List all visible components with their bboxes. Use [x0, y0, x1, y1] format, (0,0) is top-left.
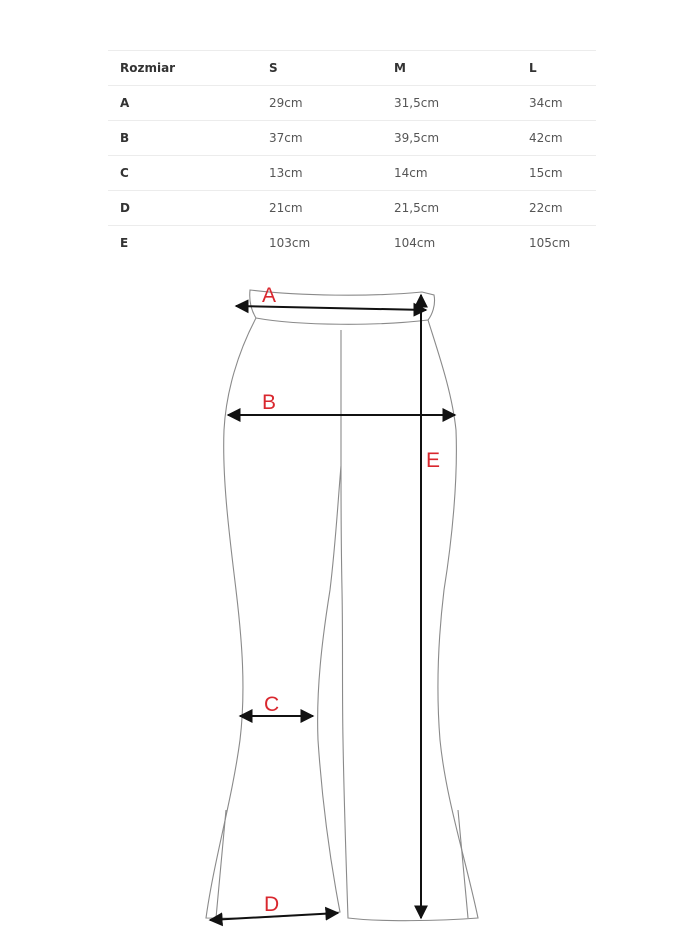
- label-b: B: [262, 391, 277, 414]
- row-label: C: [108, 156, 257, 191]
- label-a: A: [262, 284, 277, 307]
- right-hem-slit: [458, 810, 468, 918]
- label-d: D: [264, 893, 280, 916]
- label-c: C: [264, 693, 280, 716]
- header-size-l: L: [517, 51, 596, 86]
- left-hem-slit: [216, 810, 226, 918]
- table-cell: 34cm: [517, 86, 596, 121]
- table-cell: 42cm: [517, 121, 596, 156]
- table-cell: 103cm: [257, 226, 382, 261]
- trousers-measurement-diagram: [0, 270, 700, 933]
- table-cell: 105cm: [517, 226, 596, 261]
- table-cell: 31,5cm: [382, 86, 517, 121]
- header-size-label: Rozmiar: [108, 51, 257, 86]
- table-cell: 21cm: [257, 191, 382, 226]
- table-row: [108, 226, 596, 261]
- header-size-m: M: [382, 51, 517, 86]
- row-label: B: [108, 121, 257, 156]
- table-cell: 29cm: [257, 86, 382, 121]
- table-row: [108, 121, 596, 156]
- table-cell: 21,5cm: [382, 191, 517, 226]
- table-cell: 39,5cm: [382, 121, 517, 156]
- table-row: [108, 191, 596, 226]
- row-label: A: [108, 86, 257, 121]
- row-label: D: [108, 191, 257, 226]
- size-chart-table: [108, 50, 596, 260]
- table-cell: 14cm: [382, 156, 517, 191]
- label-e: E: [426, 449, 441, 472]
- right-leg-outline: [341, 320, 478, 921]
- header-size-s: S: [257, 51, 382, 86]
- trousers-diagram-svg: [0, 270, 700, 933]
- table-cell: 13cm: [257, 156, 382, 191]
- table-cell: 104cm: [382, 226, 517, 261]
- table-cell: 22cm: [517, 191, 596, 226]
- row-label: E: [108, 226, 257, 261]
- table-row: [108, 156, 596, 191]
- measurement-arrows: [210, 295, 455, 920]
- table-cell: 15cm: [517, 156, 596, 191]
- table-row: [108, 86, 596, 121]
- table-cell: 37cm: [257, 121, 382, 156]
- table-header-row: [108, 51, 596, 86]
- trousers-outline: [206, 290, 478, 921]
